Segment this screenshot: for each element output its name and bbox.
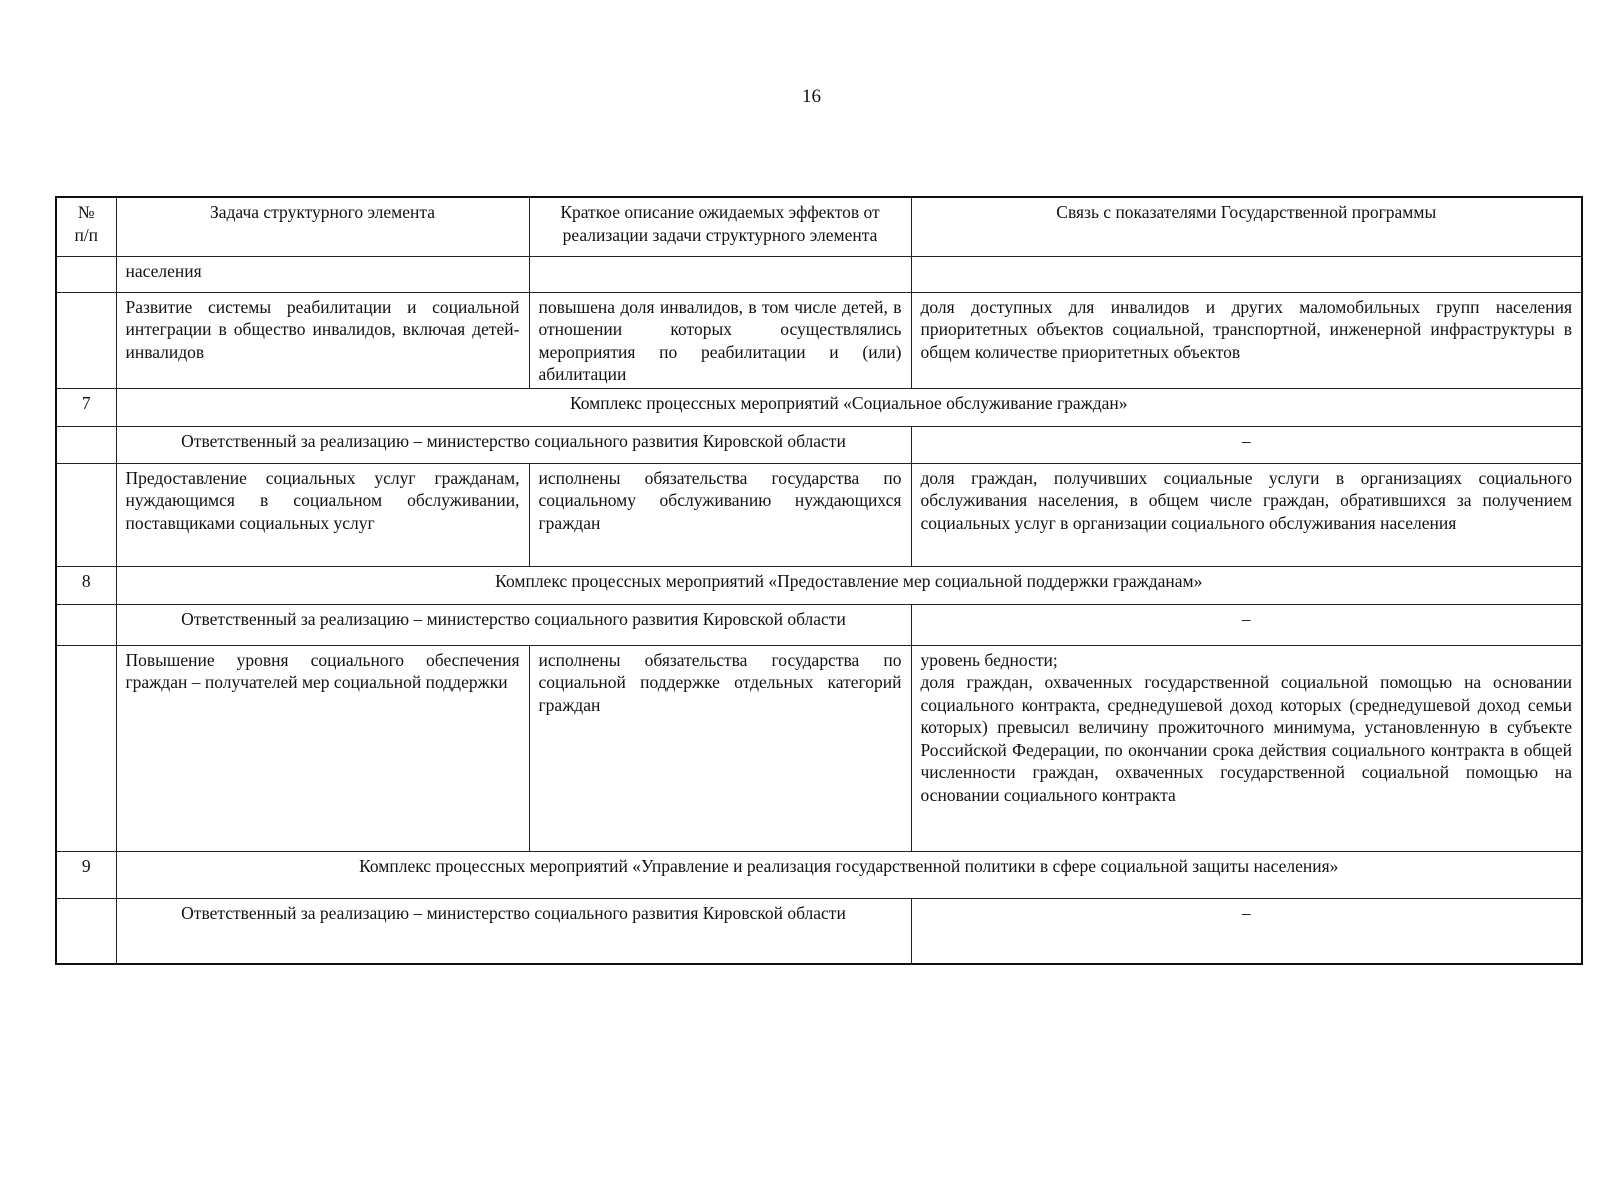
dash-cell: – (911, 426, 1582, 463)
section-title: Комплекс процессных мероприятий «Социальное обслуживание граждан» (116, 388, 1582, 426)
row-number-cell (56, 898, 116, 964)
row-number-cell (56, 426, 116, 463)
section-number: 9 (56, 851, 116, 898)
section-row-9 (56, 851, 1582, 898)
header-task: Задача структурного элемента (116, 197, 529, 256)
section-title: Комплекс процессных мероприятий «Предоставление мер социальной поддержки гражданам» (116, 566, 1582, 604)
header-effects: Краткое описание ожидаемых эффектов от реализации задачи структурного элемента (529, 197, 911, 256)
responsible-cell: Ответственный за реализацию – министерство социального развития Кировской области (116, 898, 911, 964)
section-row-7 (56, 388, 1582, 426)
dash-cell: – (911, 604, 1582, 645)
responsible-row (56, 898, 1582, 964)
row-number-cell (56, 463, 116, 566)
program-structure-table (55, 196, 1583, 965)
table-row (56, 645, 1582, 851)
task-cell: населения (116, 256, 529, 292)
link-cell (911, 645, 1582, 851)
link-cell: доля доступных для инвалидов и других маломобильных групп населения приоритетных объектов социальной, транспортной, инженерной инфраструктуры в общем количестве приоритетных объектов (911, 292, 1582, 388)
row-number-cell (56, 604, 116, 645)
link-line: уровень бедности; (920, 649, 1058, 670)
table-row (56, 256, 1582, 292)
page-number: 16 (802, 86, 821, 107)
task-cell: Предоставление социальных услуг гражданам, нуждающимся в социальном обслуживании, поставщиками социальных услуг (116, 463, 529, 566)
table-header-row (56, 197, 1582, 256)
section-title: Комплекс процессных мероприятий «Управление и реализация государственной политики в сфере социальной защиты населения» (116, 851, 1582, 898)
task-cell: Развитие системы реабилитации и социальной интеграции в общество инвалидов, включая детей-инвалидов (116, 292, 529, 388)
header-link: Связь с показателями Государственной программы (911, 197, 1582, 256)
section-number: 7 (56, 388, 116, 426)
table-row (56, 292, 1582, 388)
effect-cell: исполнены обязательства государства по социальному обслуживанию нуждающихся граждан (529, 463, 911, 566)
dash-cell: – (911, 898, 1582, 964)
effect-cell: повышена доля инвалидов, в том числе детей, в отношении которых осуществлялись мероприятия по реабилитации и (или) абилитации (529, 292, 911, 388)
link-line: доля граждан, охваченных государственной социальной помощью на основании социального контракта, среднедушевой доход которых (среднедушевой доход семьи которых) превысил величину прожиточного минимума, установленную в субъекте Российской Федерации, по окончании срока действия социального контракта в общей численности граждан, охваченных государственной социальной помощью на основании социального контракта (920, 672, 1572, 805)
table-row (56, 463, 1582, 566)
section-row-8 (56, 566, 1582, 604)
link-cell (911, 256, 1582, 292)
header-number: № п/п (56, 197, 116, 256)
responsible-row (56, 426, 1582, 463)
section-number: 8 (56, 566, 116, 604)
effect-cell: исполнены обязательства государства по социальной поддержке отдельных категорий граждан (529, 645, 911, 851)
row-number-cell (56, 256, 116, 292)
row-number-cell (56, 645, 116, 851)
effect-cell (529, 256, 911, 292)
responsible-row (56, 604, 1582, 645)
responsible-cell: Ответственный за реализацию – министерство социального развития Кировской области (116, 604, 911, 645)
task-cell: Повышение уровня социального обеспечения граждан – получателей мер социальной поддержки (116, 645, 529, 851)
responsible-cell: Ответственный за реализацию – министерство социального развития Кировской области (116, 426, 911, 463)
row-number-cell (56, 292, 116, 388)
link-cell: доля граждан, получивших социальные услуги в организациях социального обслуживания населения, в общем числе граждан, обратившихся за получением социальных услуг в организации социального обслуживания населения (911, 463, 1582, 566)
